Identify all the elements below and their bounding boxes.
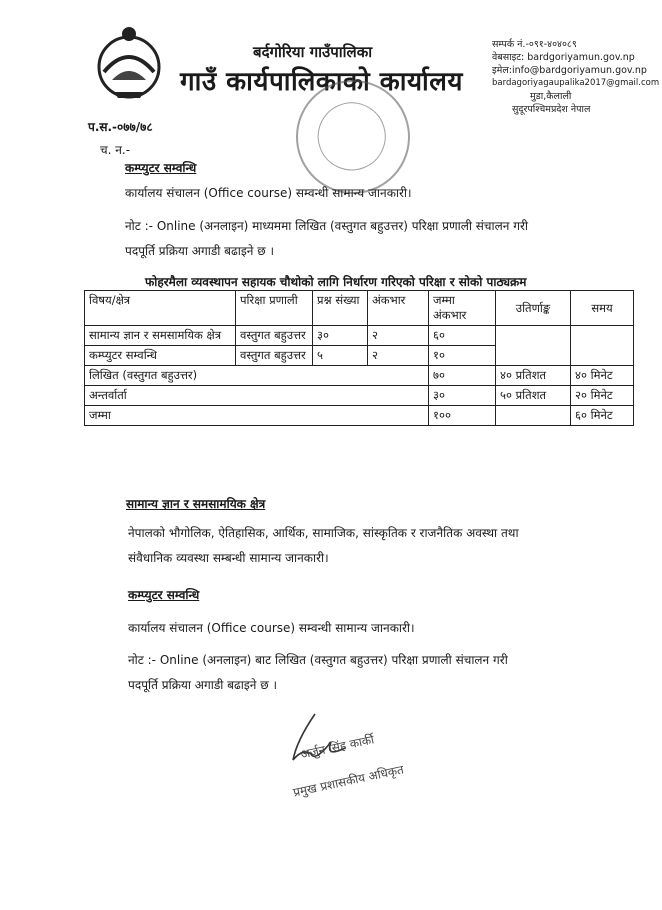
table-summary-row (85, 406, 634, 426)
section1-heading: कम्प्युटर सम्वन्धि (125, 161, 197, 175)
section3-note-line2: पदपूर्ति प्रक्रिया अगाडी बढाइने छ । (128, 678, 278, 692)
table-cell: कम्प्युटर सम्वन्धि (85, 346, 236, 366)
section1-note-line2: पदपूर्ति प्रक्रिया अगाडी बढाइने छ । (125, 244, 275, 258)
table-cell-empty (496, 326, 571, 366)
contact-phone: सम्पर्क नं.-०९१-४०४०८९ (492, 39, 577, 50)
summary-total: ३० (429, 386, 496, 406)
table-header-row (85, 291, 634, 326)
section3-text: कार्यालय संचालन (Office course) सम्वन्धी सामान्य जानकारी। (128, 621, 415, 635)
summary-label: अन्तर्वार्ता (85, 386, 429, 406)
table-header: समय (571, 291, 634, 326)
ref-ps: प.स.-०७७/७८ (88, 120, 153, 134)
section3-note (128, 648, 638, 698)
table-header: अंकभार (368, 291, 429, 326)
section2-line1: नेपालको भौगोलिक, ऐतिहासिक, आर्थिक, सामाजिक, सांस्कृतिक र राजनैतिक अवस्था तथा (128, 526, 519, 540)
table-header: उतिर्णाङ्क (496, 291, 571, 326)
contact-email2: bardagoriyagaupalika2017@gmail.com (492, 78, 660, 88)
table-cell-empty (571, 326, 634, 366)
section1-text: कार्यालय संचालन (Office course) सम्वन्धी सामान्य जानकारी। (125, 186, 412, 200)
summary-pass (496, 406, 571, 426)
table-cell: वस्तुगत बहुउत्तर (236, 326, 313, 346)
table-header: विषय/क्षेत्र (85, 291, 236, 326)
contact-block (492, 38, 660, 116)
section1-note (125, 214, 635, 264)
section3-note-line1: नोट :- Online (अनलाइन) बाट लिखित (वस्तुगत बहुउत्तर) परिक्षा प्रणाली संचालन गरी (128, 653, 508, 667)
section1-note-line1: नोट :- Online (अनलाइन) माध्यममा लिखित (वस्तुगत बहुउत्तर) परिक्षा प्रणाली संचालन गरी (125, 219, 529, 233)
contact-address: मुडा,कैलाली (530, 91, 572, 102)
table-cell: ५ (313, 346, 368, 366)
summary-total: ७० (429, 366, 496, 386)
summary-time: ४० मिनेट (571, 366, 634, 386)
table-cell: २ (368, 326, 429, 346)
table-cell: ६० (429, 326, 496, 346)
table-summary-row (85, 386, 634, 406)
table-header: परिक्षा प्रणाली (236, 291, 313, 326)
contact-website: वेबसाइट: bardgoriyamun.gov.np (492, 52, 635, 63)
summary-label: जम्मा (85, 406, 429, 426)
municipality-name: बर्दगोरिया गाउँपालिका (253, 43, 373, 61)
section3-heading: कम्प्युटर सम्वन्धि (128, 588, 200, 602)
table-row (85, 326, 634, 346)
table-header: जम्मा अंकभार (429, 291, 496, 326)
table-cell: १० (429, 346, 496, 366)
signature-name: अर्जुन सिंह कार्की (299, 732, 376, 762)
table-cell: वस्तुगत बहुउत्तर (236, 346, 313, 366)
section2-line2: संवैधानिक व्यवस्था सम्बन्धी सामान्य जानकारी। (128, 551, 329, 565)
table-cell: २ (368, 346, 429, 366)
summary-total: १०० (429, 406, 496, 426)
summary-time: ६० मिनेट (571, 406, 634, 426)
contact-province: सुदूरपश्चिमप्रदेश नेपाल (512, 104, 591, 115)
exam-table (84, 290, 634, 426)
summary-label: लिखित (वस्तुगत बहुउत्तर) (85, 366, 429, 386)
table-cell: ३० (313, 326, 368, 346)
contact-email: इमेल:info@bardgoriyamun.gov.np (492, 65, 647, 76)
table-header: प्रश्न संख्या (313, 291, 368, 326)
section2-heading: सामान्य ज्ञान र समसामयिक क्षेत्र (126, 497, 266, 511)
table-title: फोहरमैला व्यवस्थापन सहायक चौथोको लागि निर्धारण गरिएको परिक्षा र सोको पाठ्यक्रम (145, 275, 527, 289)
section2-text (128, 521, 638, 571)
ref-cn: च. न.- (100, 143, 131, 157)
table-cell: सामान्य ज्ञान र समसामयिक क्षेत्र (85, 326, 236, 346)
summary-pass: ४० प्रतिशत (496, 366, 571, 386)
summary-time: २० मिनेट (571, 386, 634, 406)
office-name: गाउँ कार्यपालिकाको कार्यालय (180, 67, 463, 97)
signature-title: प्रमुख प्रशासकीय अधिकृत (291, 762, 405, 800)
summary-pass: ५० प्रतिशत (496, 386, 571, 406)
table-summary-row (85, 366, 634, 386)
nepal-emblem-icon (94, 22, 164, 102)
